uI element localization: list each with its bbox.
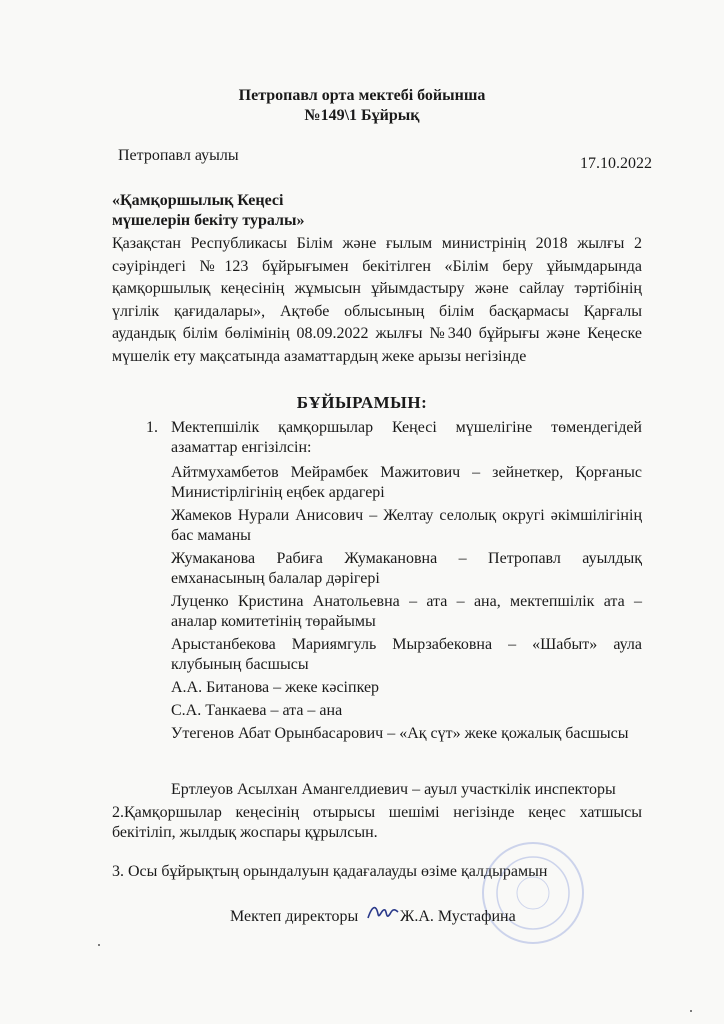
scan-speck bbox=[98, 944, 100, 946]
member-item: Утегенов Абат Орынбасарович – «Ақ сүт» жеке қожалық басшысы bbox=[171, 725, 629, 742]
subject-line-2: мүшелерін бекіту туралы» bbox=[112, 212, 305, 229]
member-item: С.А. Танкаева – ата – ана bbox=[171, 702, 343, 719]
member-item-last: Ертлеуов Асылхан Амангелдиевич – ауыл участкілік инспекторы bbox=[171, 781, 616, 798]
signature-name: Ж.А. Мустафина bbox=[400, 908, 516, 925]
subject-title bbox=[112, 191, 305, 231]
signature-title: Мектеп директоры bbox=[230, 908, 359, 925]
member-list bbox=[171, 463, 642, 747]
order-heading: БҰЙЫРАМЫН: bbox=[296, 393, 428, 412]
handwritten-signature bbox=[366, 900, 400, 926]
order-item-1-number: 1. bbox=[146, 419, 158, 436]
subject-line-1: «Қамқоршылық Кеңесі bbox=[112, 192, 284, 209]
doc-header-line-2: №149\1 Бұйрық bbox=[304, 107, 420, 124]
member-item: Айтмухамбетов Мейрамбек Мажитович – зейнеткер, Қорғаныс Министірлігінің еңбек ардагері bbox=[171, 464, 642, 501]
order-item-1-text: Мектепшілік қамқоршылар Кеңесі мүшелігіне төмендегідей азаматтар енгізілсін: bbox=[171, 419, 642, 456]
doc-header-line-1: Петропавл орта мектебі бойынша bbox=[238, 87, 486, 104]
member-item: Жамеков Нурали Анисович – Желтау селолық округі әкімшілігінің бас маманы bbox=[171, 507, 642, 544]
official-stamp bbox=[478, 838, 588, 948]
date-label: 17.10.2022 bbox=[580, 155, 652, 172]
member-item: Жумаканова Рабиға Жумакановна – Петропавл ауылдық емханасының балалар дәрігері bbox=[171, 550, 642, 587]
place-label: Петропавл ауылы bbox=[118, 147, 239, 164]
intro-paragraph: Қазақстан Республикасы Білім және ғылым министрінің 2018 жылғы 2 сәуіріндегі №123 бұйрығымен бекітілген «Білім беру ұйымдарында қамқоршылық кеңесінің жұмысын ұйымдастыру және сайлау тәртібінің үлгілік қағидалары», Ақтөбе облысының білім басқармасы Қарғалы аудандық білім бөлімінің 08.09.2022 жылғы №340 бұйрығы және Кеңеске мүшелік ету мақсатында азаматтардың жеке арызы негізінде bbox=[112, 235, 642, 365]
member-item: А.А. Битанова – жеке кәсіпкер bbox=[171, 679, 380, 696]
member-item: Луценко Кристина Анатольевна – ата – ана, мектепшілік ата – аналар комитетінің төрайымы bbox=[171, 593, 642, 630]
order-item-3: 3. Осы бұйрықтың орындалуын қадағалауды өзіме қалдырамын bbox=[112, 863, 548, 880]
scan-speck bbox=[690, 1010, 692, 1012]
order-item-2: 2.Қамқоршылар кеңесінің отырысы шешімі негізінде кеңес хатшысы бекітіліп, жылдық жоспары құрылсын. bbox=[112, 804, 642, 841]
member-item: Арыстанбекова Мариямгуль Мырзабековна – «Шабыт» аула клубының басшысы bbox=[171, 636, 642, 673]
